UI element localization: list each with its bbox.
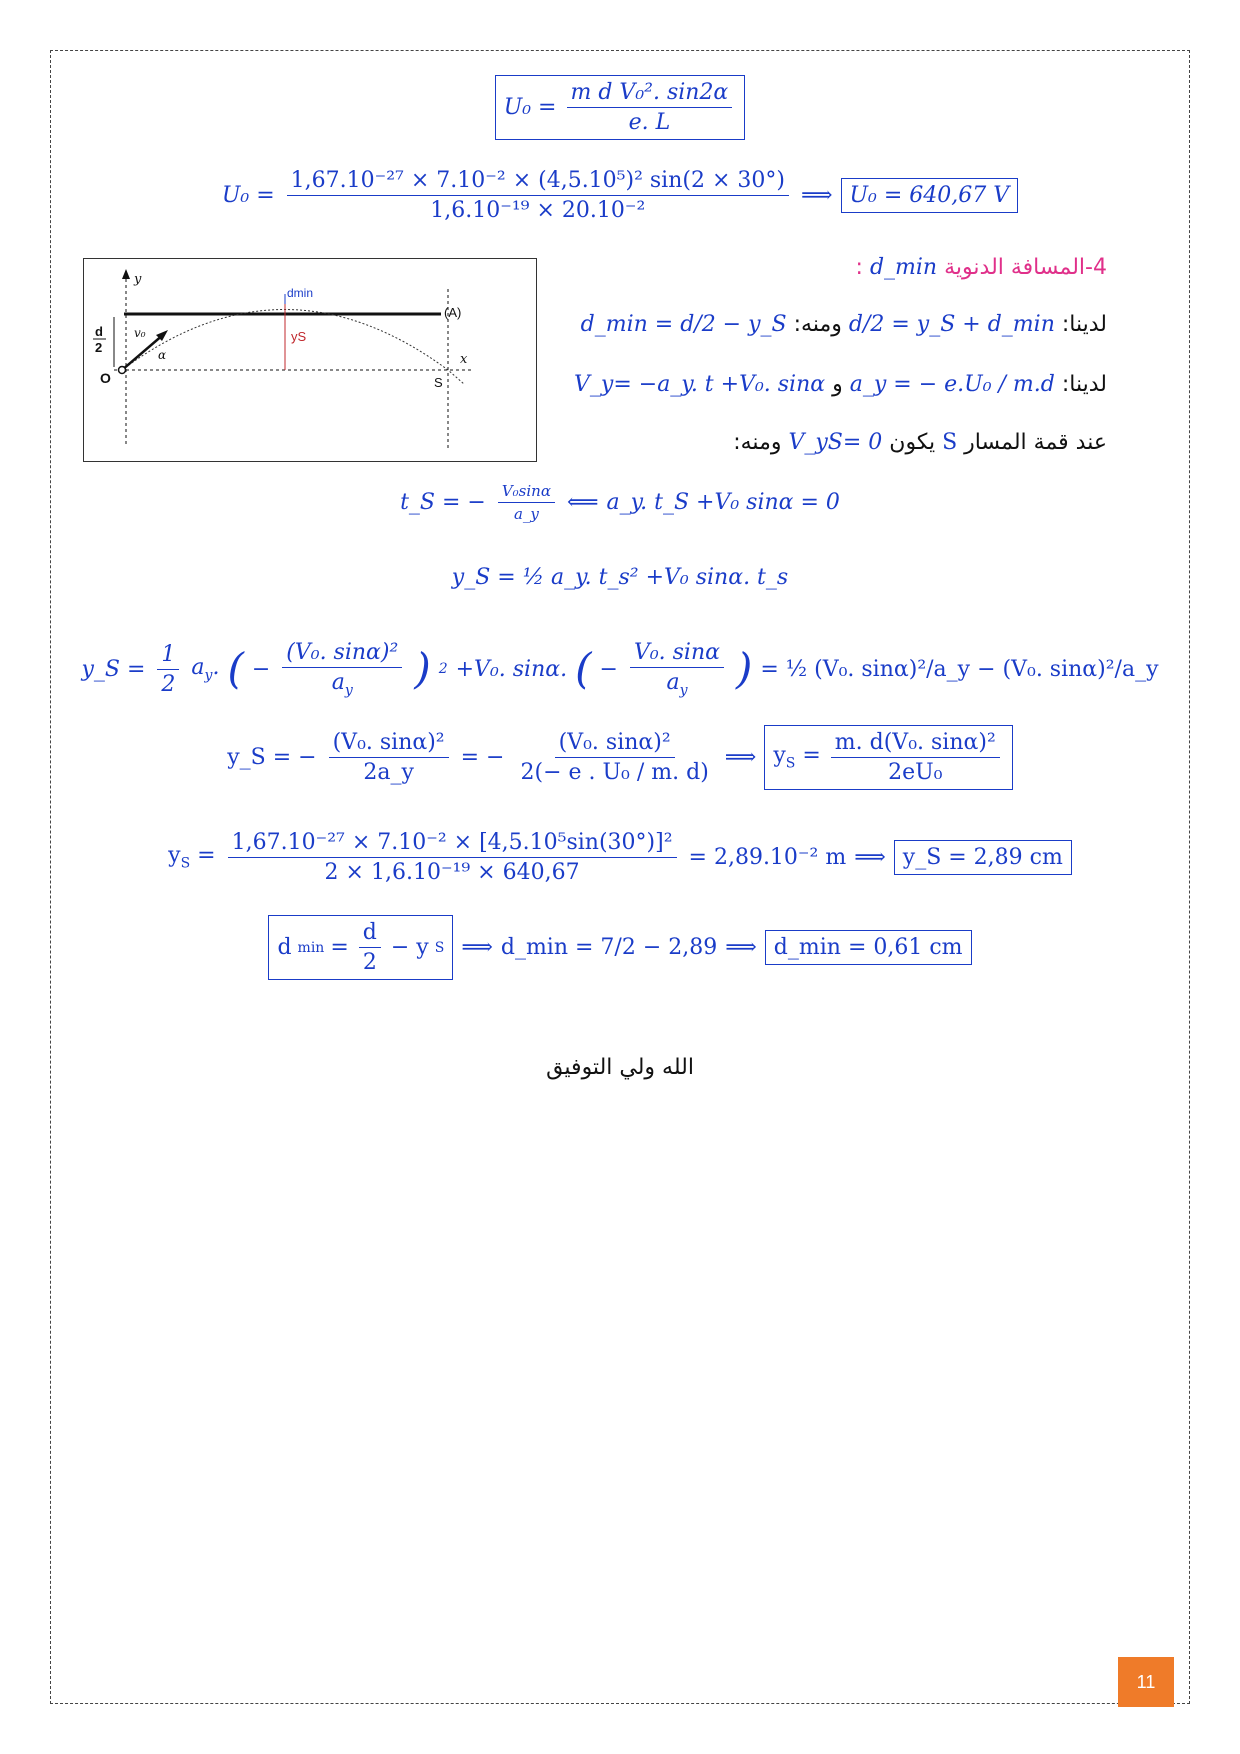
u0-calc-numerator: 1,67.10⁻²⁷ × 7.10⁻² × (4,5.10⁵)² sin(2 × 30°) <box>287 168 789 196</box>
ys-calc-value: = 2,89.10⁻² m <box>688 845 847 870</box>
line3-a: عند قمة المسار <box>964 430 1107 455</box>
implies-arrow: ⟹ <box>800 183 833 208</box>
section4-title-ar: 4-المسافة الدنوية <box>944 255 1107 280</box>
section4-title-math: d_min <box>869 255 938 280</box>
ys-numeric: $y_S$ = $\frac{\text{1,67.10⁻²⁷ × 7.10⁻² × [4,5.10⁵sin(30°)]²}}{\text{2 × 1,6.10⁻¹⁹ × 640,67}}$ = 2,89.10⁻² m ⟹ y_S = 2,89 cm <box>0 830 1240 885</box>
line3-math: V_yS= 0 <box>788 430 883 455</box>
ts-denominator: a_y <box>513 505 539 523</box>
u0-numerator: m d V₀². sin2α <box>567 80 733 108</box>
ys-simplified: y_S = − $\frac{\text{(V₀. sinα)²}}{2a\_y}$ = − $\frac{\text{(V₀. sinα)²}}{\text{2(− e . U₀ / m. d)}}$ ⟹ $y_S$ = $\frac{\text{m. d(V₀. sinα)²}}{\text{2eU₀}}$ <box>0 725 1240 790</box>
line-dmin-relation <box>581 312 1107 337</box>
x-axis-label: x <box>460 352 468 367</box>
line2-math-a: a_y = − e.U₀ / m.d <box>849 372 1055 397</box>
half-d-den: 2 <box>95 340 103 355</box>
ts-equation <box>0 482 1240 523</box>
ys-result-num: m. d(V₀. sinα)² <box>831 730 1000 758</box>
implies-arrow-3: ⟹ <box>854 845 886 870</box>
formula-u0-general <box>0 75 1240 140</box>
dmin-label: dmin <box>287 286 314 300</box>
ys-sub-lhs: y_S = <box>81 656 146 682</box>
angle-label: α <box>158 348 167 362</box>
origin-point <box>119 367 126 374</box>
line2-math-b: V_y= −a_y. t +V₀. sinα <box>574 372 826 397</box>
line-acceleration <box>574 372 1107 397</box>
ys-sub-frac1-num: (V₀. sinα)² <box>282 640 402 668</box>
ys-calc-den: 2 × 1,6.10⁻¹⁹ × 640,67 <box>324 860 580 885</box>
u0-calc-denominator: 1,6.10⁻¹⁹ × 20.10⁻² <box>430 198 646 223</box>
dmin-calc: d_min = 7/2 − 2,89 <box>500 935 718 960</box>
line3-b: يكون <box>889 430 936 455</box>
line2-and: و <box>832 372 843 397</box>
ys-simplified-den: 2a_y <box>363 760 414 785</box>
trajectory-diagram <box>84 259 536 461</box>
implies-arrow-5: ⟹ <box>725 935 757 960</box>
u0-denominator: e. L <box>628 110 671 135</box>
page-number: 11 <box>1118 1657 1174 1707</box>
implies-arrow-4: ⟹ <box>461 935 493 960</box>
ys-simplified-lhs: y_S = − <box>227 745 317 770</box>
u0-calc-lhs: U₀ = <box>221 183 275 208</box>
ys-calc-num: 1,67.10⁻²⁷ × 7.10⁻² × [4,5.10⁵sin(30°)]² <box>228 830 677 858</box>
s-point-label: S <box>434 375 443 390</box>
velocity-label: v₀ <box>134 326 146 340</box>
formula-u0-calc <box>0 168 1240 223</box>
y-axis-label: y <box>134 272 142 287</box>
ts-numerator: V₀sinα <box>498 482 555 503</box>
line1-mid: ومنه: <box>793 312 842 337</box>
u0-result-box: U₀ = 640,67 V <box>841 178 1019 213</box>
implies-arrow-2: ⟹ <box>724 745 757 770</box>
ys-result-box: y_S = 2,89 cm <box>894 840 1072 875</box>
ys-result-den: 2eU₀ <box>888 760 943 785</box>
closing-text: الله ولي التوفيق <box>546 1055 694 1080</box>
ys-label: yS <box>291 329 307 344</box>
ys-simplified-num: (V₀. sinα)² <box>329 730 449 758</box>
origin-label: O <box>100 370 111 386</box>
u0-lhs: U₀ = <box>503 95 557 120</box>
line1-math-b: d_min = d/2 − y_S <box>580 312 787 337</box>
section4-colon: : <box>855 255 863 280</box>
half-d-num: d <box>95 324 103 339</box>
line2-prefix: لدينا: <box>1061 372 1107 397</box>
plate-a-label: (A) <box>444 305 462 320</box>
line1-prefix: لدينا: <box>1061 312 1107 337</box>
section4-title <box>856 255 1107 280</box>
ts-arrow: ⟸ <box>566 490 599 515</box>
y-axis-arrow <box>122 269 130 279</box>
line1-math-a: d/2 = y_S + d_min <box>848 312 1055 337</box>
ts-lhs: t_S = − <box>400 490 486 515</box>
trajectory-figure <box>83 258 537 462</box>
line3-s: S <box>942 430 958 455</box>
dmin-final: d min = $\frac{d}{2}$ − y S ⟹ d_min = 7/2 − 2,89 ⟹ d_min = 0,61 cm <box>0 915 1240 980</box>
dmin-result-box: d_min = 0,61 cm <box>765 930 972 965</box>
ys-substitution: y_S = $\frac{1}{2}$ $a_y$. ( − $\frac{\text{(V₀. sinα)²}}{a_y}$ ) 2 +V₀. sinα. ( − $\frac{\text{V₀. sinα}}{a_y}$ ) = ½ (V₀. sinα)²/a_y − (V₀. sinα)²/a_y <box>81 640 1159 699</box>
ys-expand-rhs: = ½ (V₀. sinα)²/a_y − (V₀. sinα)²/a_y <box>760 656 1159 682</box>
ys-definition: y_S = ½ a_y. t_s² +V₀ sinα. t_s <box>451 565 789 590</box>
line3-c: ومنه: <box>733 430 782 455</box>
line-summit <box>733 430 1107 455</box>
trajectory-curve <box>122 310 464 385</box>
ts-condition: a_y. t_S +V₀ sinα = 0 <box>606 490 840 515</box>
